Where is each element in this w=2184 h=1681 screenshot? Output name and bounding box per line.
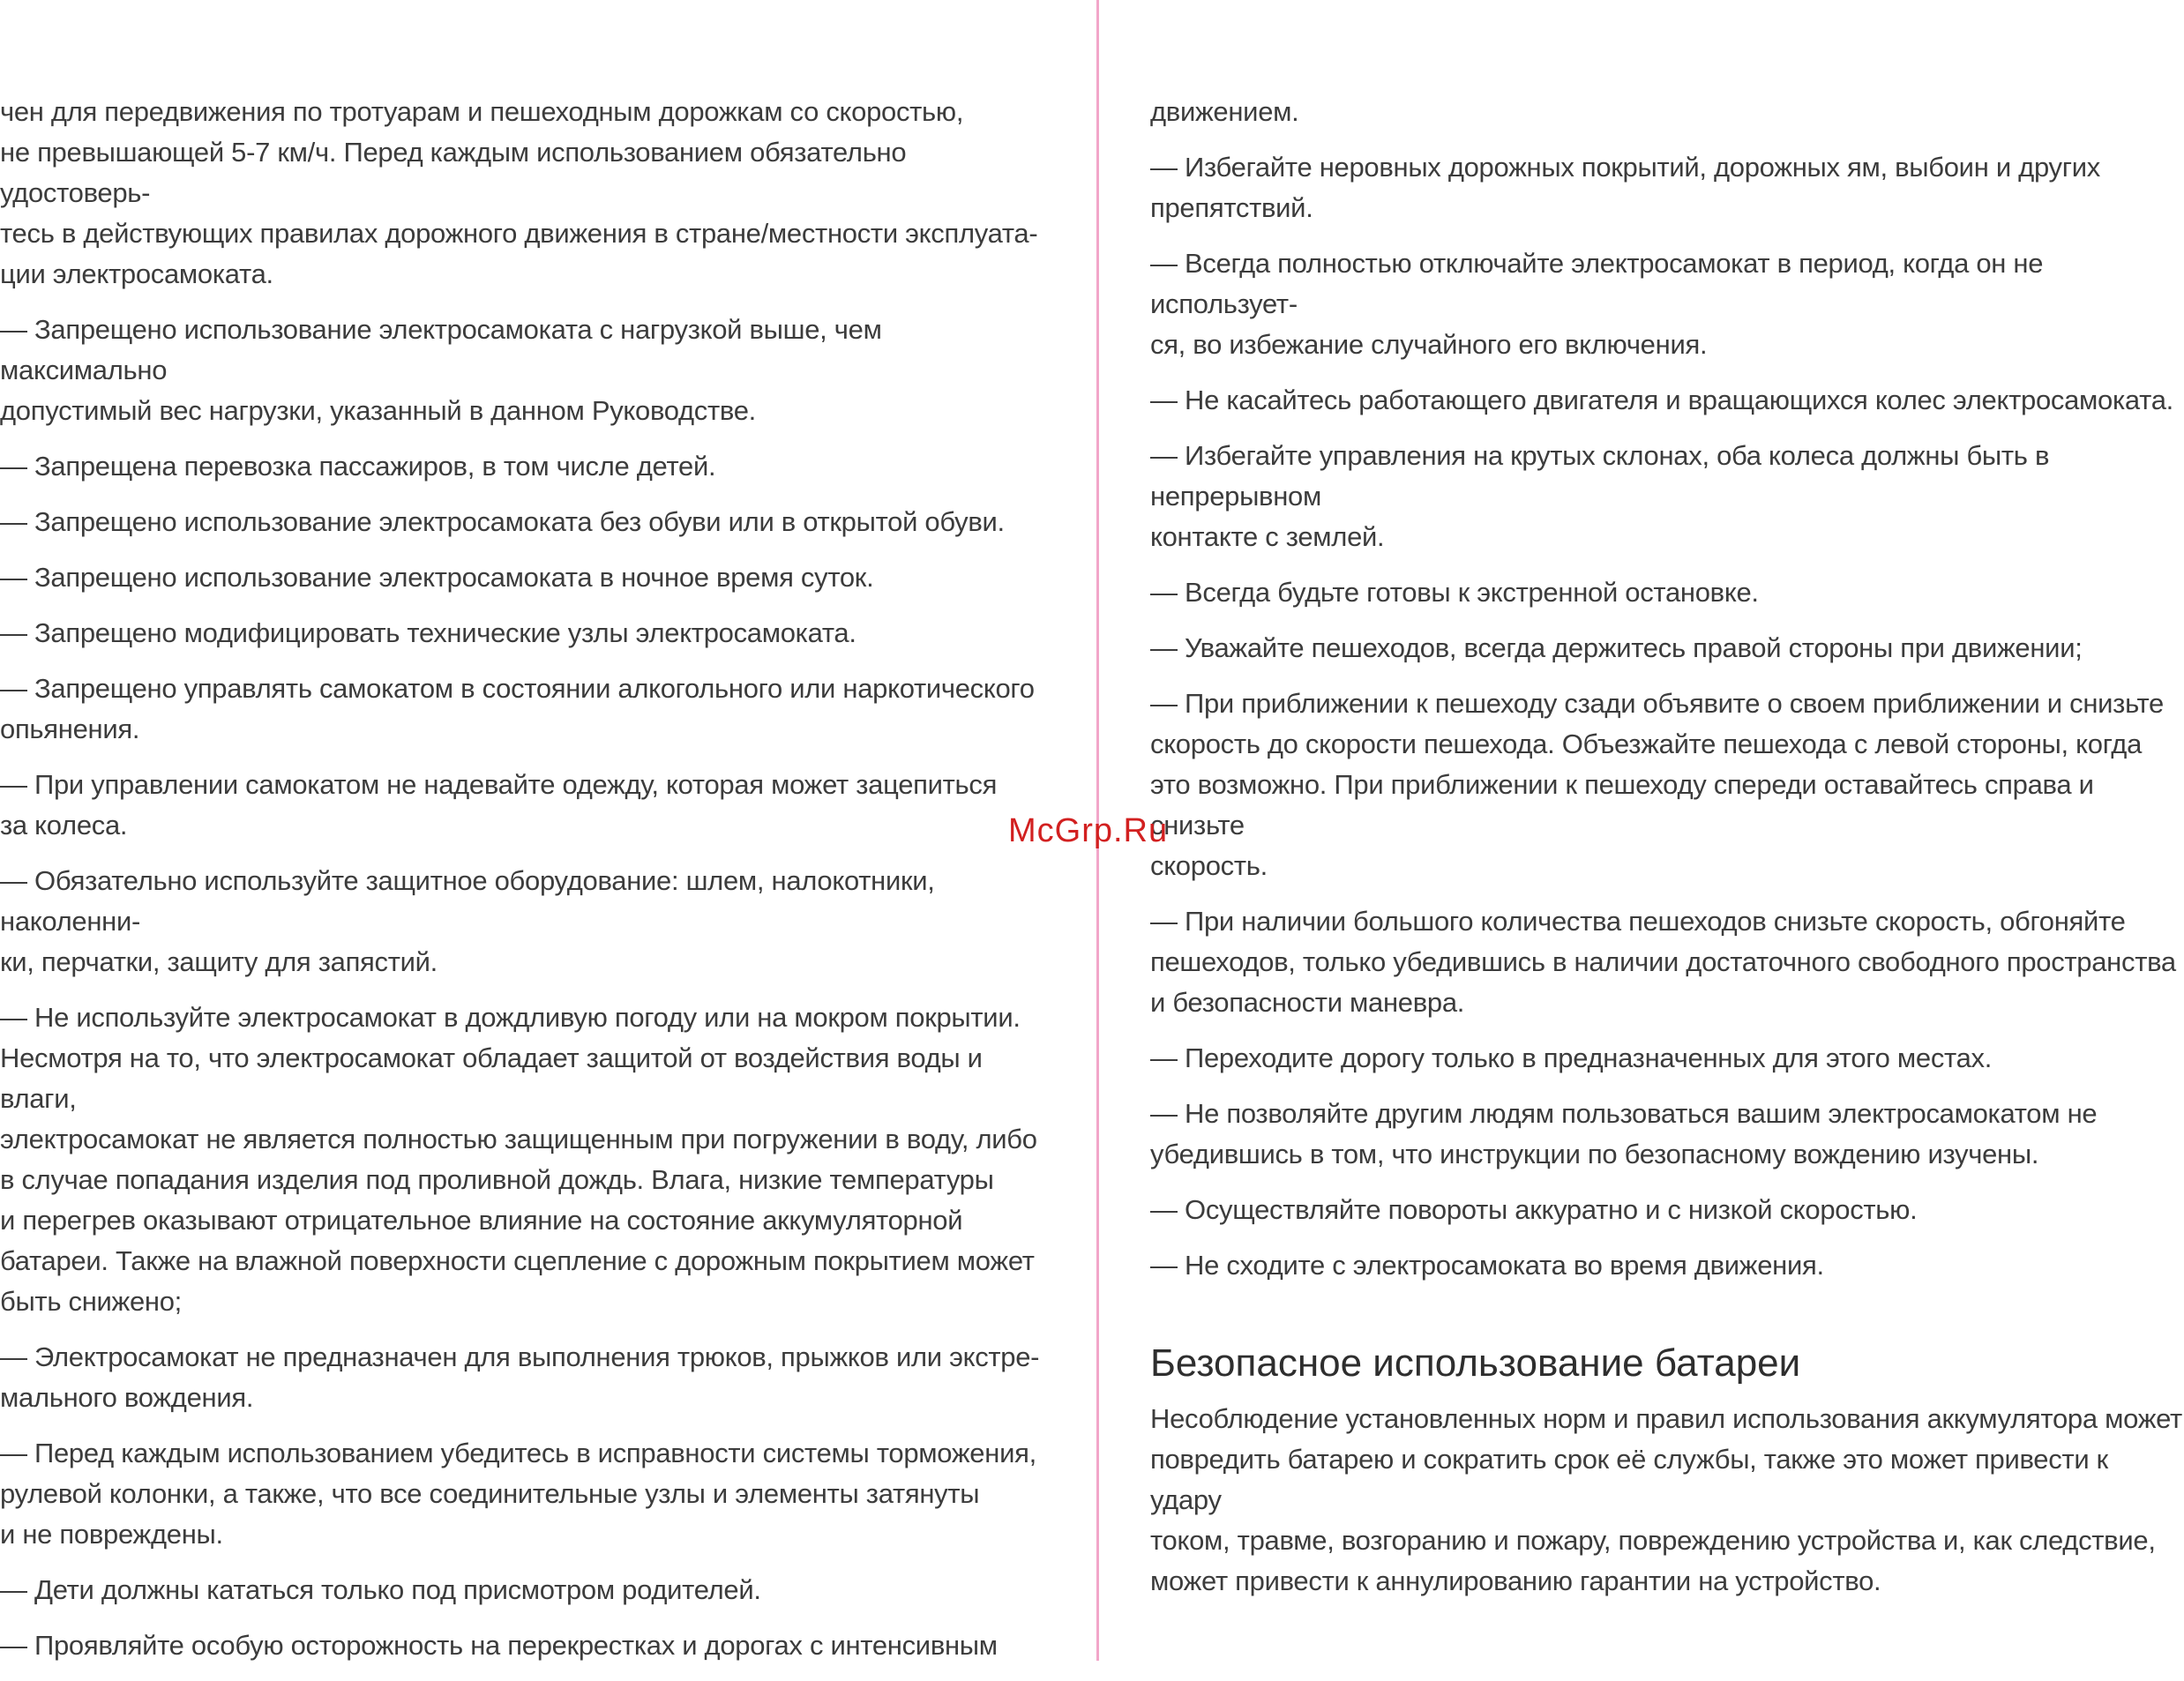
right-paragraph-3: — Всегда полностью отключайте электросамокат в период, когда он не использует- ся, во избежание случайного его включения. [1150,248,2044,360]
left-paragraph-7: — Запрещено управлять самокатом в состоянии алкогольного или наркотического опьянения. [0,673,1035,744]
left-paragraph-5: — Запрещено использование электросамоката в ночное время суток. [0,562,874,593]
watermark-text: McGrp.Ru [1008,812,1169,849]
left-paragraph-8: — При управлении самокатом не надевайте одежду, которая может зацепиться за колеса. [0,769,998,840]
left-paragraph-12: — Перед каждым использованием убедитесь в исправности системы торможения, рулевой колонки, а также, что все соединительные узлы и элементы затянуты и не повреждены. [0,1438,1036,1550]
left-page-column [0,92,1045,1681]
section-body-battery: Несоблюдение установленных норм и правил использования аккумулятора может повредить батарею и сократить срок её службы, также это может привести к удару током, травме, возгоранию и пожару, повреждению устройства и, как следствие, может привести к аннулированию гарантии на устройство. [1150,1403,2182,1596]
left-paragraph-3: — Запрещена перевозка пассажиров, в том числе детей. [0,451,716,482]
left-paragraph-9: — Обязательно используйте защитное оборудование: шлем, налокотники, наколенни- ки, перчатки, защиту для запястий. [0,865,935,977]
right-paragraph-10: — Переходите дорогу только в предназначенных для этого местах. [1150,1042,1993,1073]
right-paragraph-5: — Избегайте управления на крутых склонах, оба колеса должны быть в непрерывном контакте с землей. [1150,440,2050,552]
right-paragraph-8: — При приближении к пешеходу сзади объявите о своем приближении и снизьте скорость до скорости пешехода. Объезжайте пешехода с левой стороны, когда это возможно. При приближении к пешеходу спереди оставайтесь справа и снизьте скорость. [1150,688,2164,881]
left-paragraph-13: — Дети должны кататься только под присмотром родителей. [0,1574,761,1605]
right-paragraph-12: — Осуществляйте повороты аккуратно и с низкой скоростью. [1150,1194,1918,1225]
right-paragraph-13: — Не сходите с электросамоката во время движения. [1150,1250,1824,1281]
left-paragraph-14: — Проявляйте особую осторожность на перекрестках и дорогах с интенсивным [0,1630,998,1661]
left-paragraph-10: — Не используйте электросамокат в дождливую погоду или на мокром покрытии. Несмотря на то, что электросамокат обладает защитой от воздействия воды и влаги, электросамокат не является полностью защищенным при погружении в воду, либо в случае попадания изделия под проливной дождь. Влага, низкие температуры и перегрев оказывают отрицательное влияние на состояние аккумуляторной батареи. Также на влажной поверхности сцепление с дорожным покрытием может быть снижено; [0,1002,1037,1317]
right-paragraph-2: — Избегайте неровных дорожных покрытий, дорожных ям, выбоин и других препятствий. [1150,152,2100,223]
left-paragraph-4: — Запрещено использование электросамоката без обуви или в открытой обуви. [0,506,1005,537]
left-paragraph-1: чен для передвижения по тротуарам и пешеходным дорожкам со скоростью, не превышающей 5-7 км/ч. Перед каждым использованием обязательно удостоверь- тесь в действующих правилах дорожного движения в стране/местности эксплуата- ции электросамоката. [0,96,1038,289]
right-paragraph-11: — Не позволяйте другим людям пользоваться вашим электросамокатом не убедившись в том, что инструкции по безопасному вождению изучены. [1150,1098,2098,1169]
right-paragraph-6: — Всегда будьте готовы к экстренной остановке. [1150,577,1759,608]
right-paragraph-4: — Не касайтесь работающего двигателя и вращающихся колес электросамоката. [1150,385,2173,415]
right-page-column [1150,92,2184,1617]
left-paragraph-2: — Запрещено использование электросамоката с нагрузкой выше, чем максимально допустимый вес нагрузки, указанный в данном Руководстве. [0,314,882,426]
right-paragraph-1: движением. [1150,96,1299,127]
left-paragraph-6: — Запрещено модифицировать технические узлы электросамоката. [0,617,856,648]
section-heading-battery: Безопасное использование батареи [1150,1341,1801,1385]
left-paragraph-11: — Электросамокат не предназначен для выполнения трюков, прыжков или экстре- мального вождения. [0,1341,1040,1413]
right-paragraph-9: — При наличии большого количества пешеходов снизьте скорость, обгоняйте пешеходов, только убедившись в наличии достаточного свободного пространства и безопасности маневра. [1150,906,2176,1018]
right-paragraph-7: — Уважайте пешеходов, всегда держитесь правой стороны при движении; [1150,632,2083,663]
